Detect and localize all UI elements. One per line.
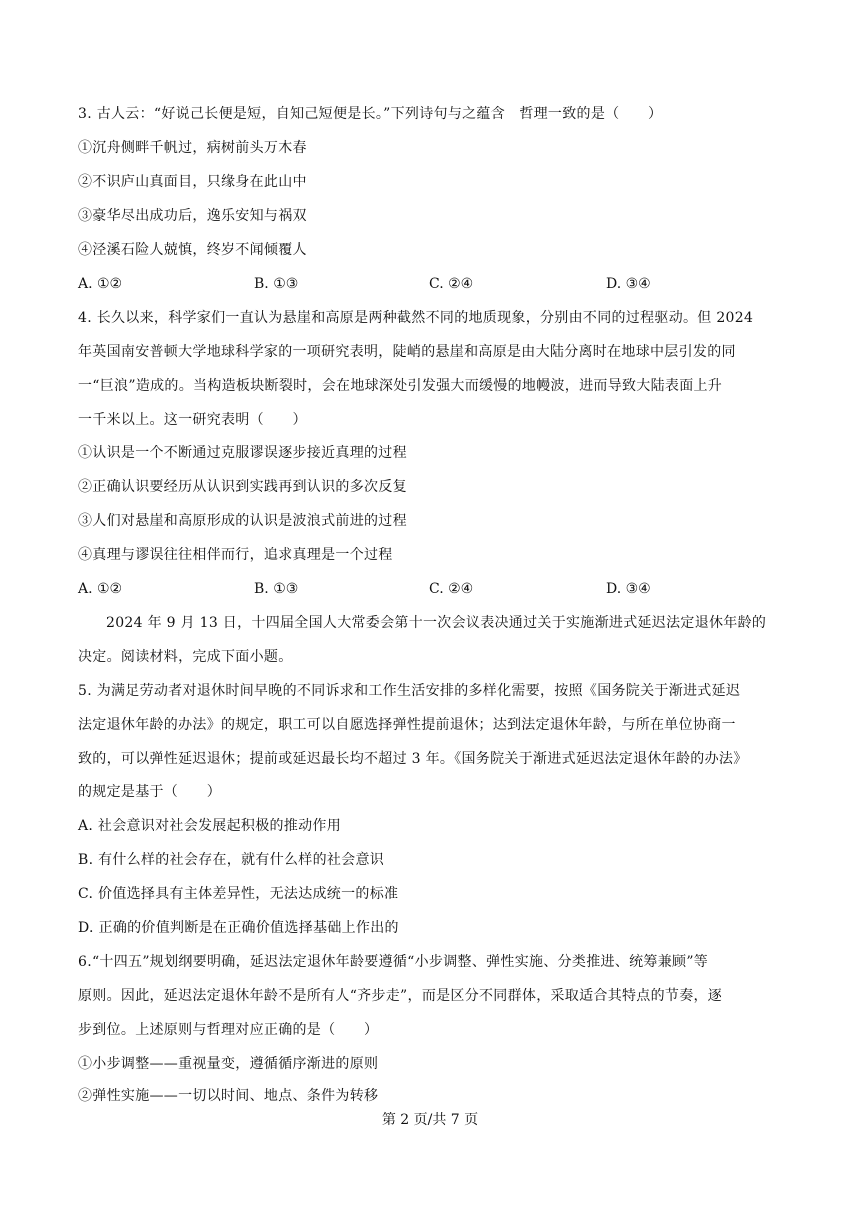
q4-item-1: ①认识是一个不断通过克服谬误逐步接近真理的过程 xyxy=(78,445,407,461)
q6-stem-line-1: 6.“十四五”规划纲要明确，延迟法定退休年龄要遵循“小步调整、弹性实施、分类推进、统筹兼顾”等 xyxy=(78,954,709,970)
material-line-2: 决定。阅读材料，完成下面小题。 xyxy=(78,649,293,665)
q4-item-2: ②正确认识要经历从认识到实践再到认识的多次反复 xyxy=(78,479,407,495)
q3-option-b: B. ①③ xyxy=(254,276,299,292)
q4-item-3: ③人们对悬崖和高原形成的认识是波浪式前进的过程 xyxy=(78,513,407,529)
q5-option-a: A. 社会意识对社会发展起积极的推动作用 xyxy=(78,818,342,834)
q4-option-c: C. ②④ xyxy=(429,581,474,597)
q4-item-4: ④真理与谬误往往相伴而行，追求真理是一个过程 xyxy=(78,547,393,563)
q3-option-d: D. ③④ xyxy=(606,276,651,292)
material-line-1: 2024 年 9 月 13 日，十四届全国人大常委会第十一次会议表决通过关于实施渐进式延迟法定退休年龄的 xyxy=(106,615,767,631)
q5-option-c: C. 价值选择具有主体差异性，无法达成统一的标准 xyxy=(78,886,399,902)
q5-stem-line-2: 法定退休年龄的办法》的规定，职工可以自愿选择弹性提前退休；达到法定退休年龄，与所在单位协商一 xyxy=(78,717,736,733)
q3-item-1: ①沉舟侧畔千帆过，病树前头万木春 xyxy=(78,140,307,156)
q4-options xyxy=(78,579,786,599)
q5-stem-line-4: 的规定是基于（ ） xyxy=(78,784,221,800)
q5-option-d: D. 正确的价值判断是在正确价值选择基础上作出的 xyxy=(78,920,399,936)
q3-item-4: ④泾溪石险人兢慎，终岁不闻倾覆人 xyxy=(78,242,307,258)
q6-stem-line-2: 原则。因此，延迟法定退休年龄不是所有人“齐步走”，而是区分不同群体，采取适合其特点的节奏，逐 xyxy=(78,988,723,1004)
q4-stem-line-4: 一千米以上。这一研究表明（ ） xyxy=(78,412,307,428)
q6-stem-line-3: 步到位。上述原则与哲理对应正确的是（ ） xyxy=(78,1022,379,1038)
q6-item-2: ②弹性实施——一切以时间、地点、条件为转移 xyxy=(78,1088,379,1104)
q3-option-a: A. ①② xyxy=(78,276,123,292)
q4-option-d: D. ③④ xyxy=(606,581,651,597)
q3-item-2: ②不识庐山真面目，只缘身在此山中 xyxy=(78,174,307,190)
q4-stem-line-3: 一“巨浪”造成的。当构造板块断裂时，会在地球深处引发强大而缓慢的地幔波，进而导致大陆表面上升 xyxy=(78,378,723,394)
page-number-footer: 第 2 页/共 7 页 xyxy=(381,1112,479,1128)
q4-stem-line-2: 年英国南安普顿大学地球科学家的一项研究表明，陡峭的悬崖和高原是由大陆分离时在地球中层引发的同 xyxy=(78,344,736,360)
q5-stem-line-1: 5. 为满足劳动者对退休时间早晚的不同诉求和工作生活安排的多样化需要，按照《国务院关于渐进式延迟 xyxy=(78,683,741,699)
q5-stem-line-3: 致的，可以弹性延迟退休；提前或延迟最长均不超过 3 年。《国务院关于渐进式延迟法定退休年龄的办法》 xyxy=(78,751,748,767)
q3-stem: 3. 古人云：“好说己长便是短，自知己短便是长。”下列诗句与之蕴含 哲理一致的是（ ） xyxy=(78,106,663,122)
q3-option-c: C. ②④ xyxy=(429,276,474,292)
q4-option-b: B. ①③ xyxy=(254,581,299,597)
q4-stem-line-1: 4. 长久以来，科学家们一直认为悬崖和高原是两种截然不同的地质现象，分别由不同的过程驱动。但 2024 xyxy=(78,310,754,326)
q6-item-1: ①小步调整——重视量变，遵循循序渐进的原则 xyxy=(78,1056,379,1072)
q3-item-3: ③豪华尽出成功后，逸乐安知与祸双 xyxy=(78,208,307,224)
q4-option-a: A. ①② xyxy=(78,581,123,597)
q5-option-b: B. 有什么样的社会存在，就有什么样的社会意识 xyxy=(78,852,385,868)
q3-options xyxy=(78,274,786,294)
